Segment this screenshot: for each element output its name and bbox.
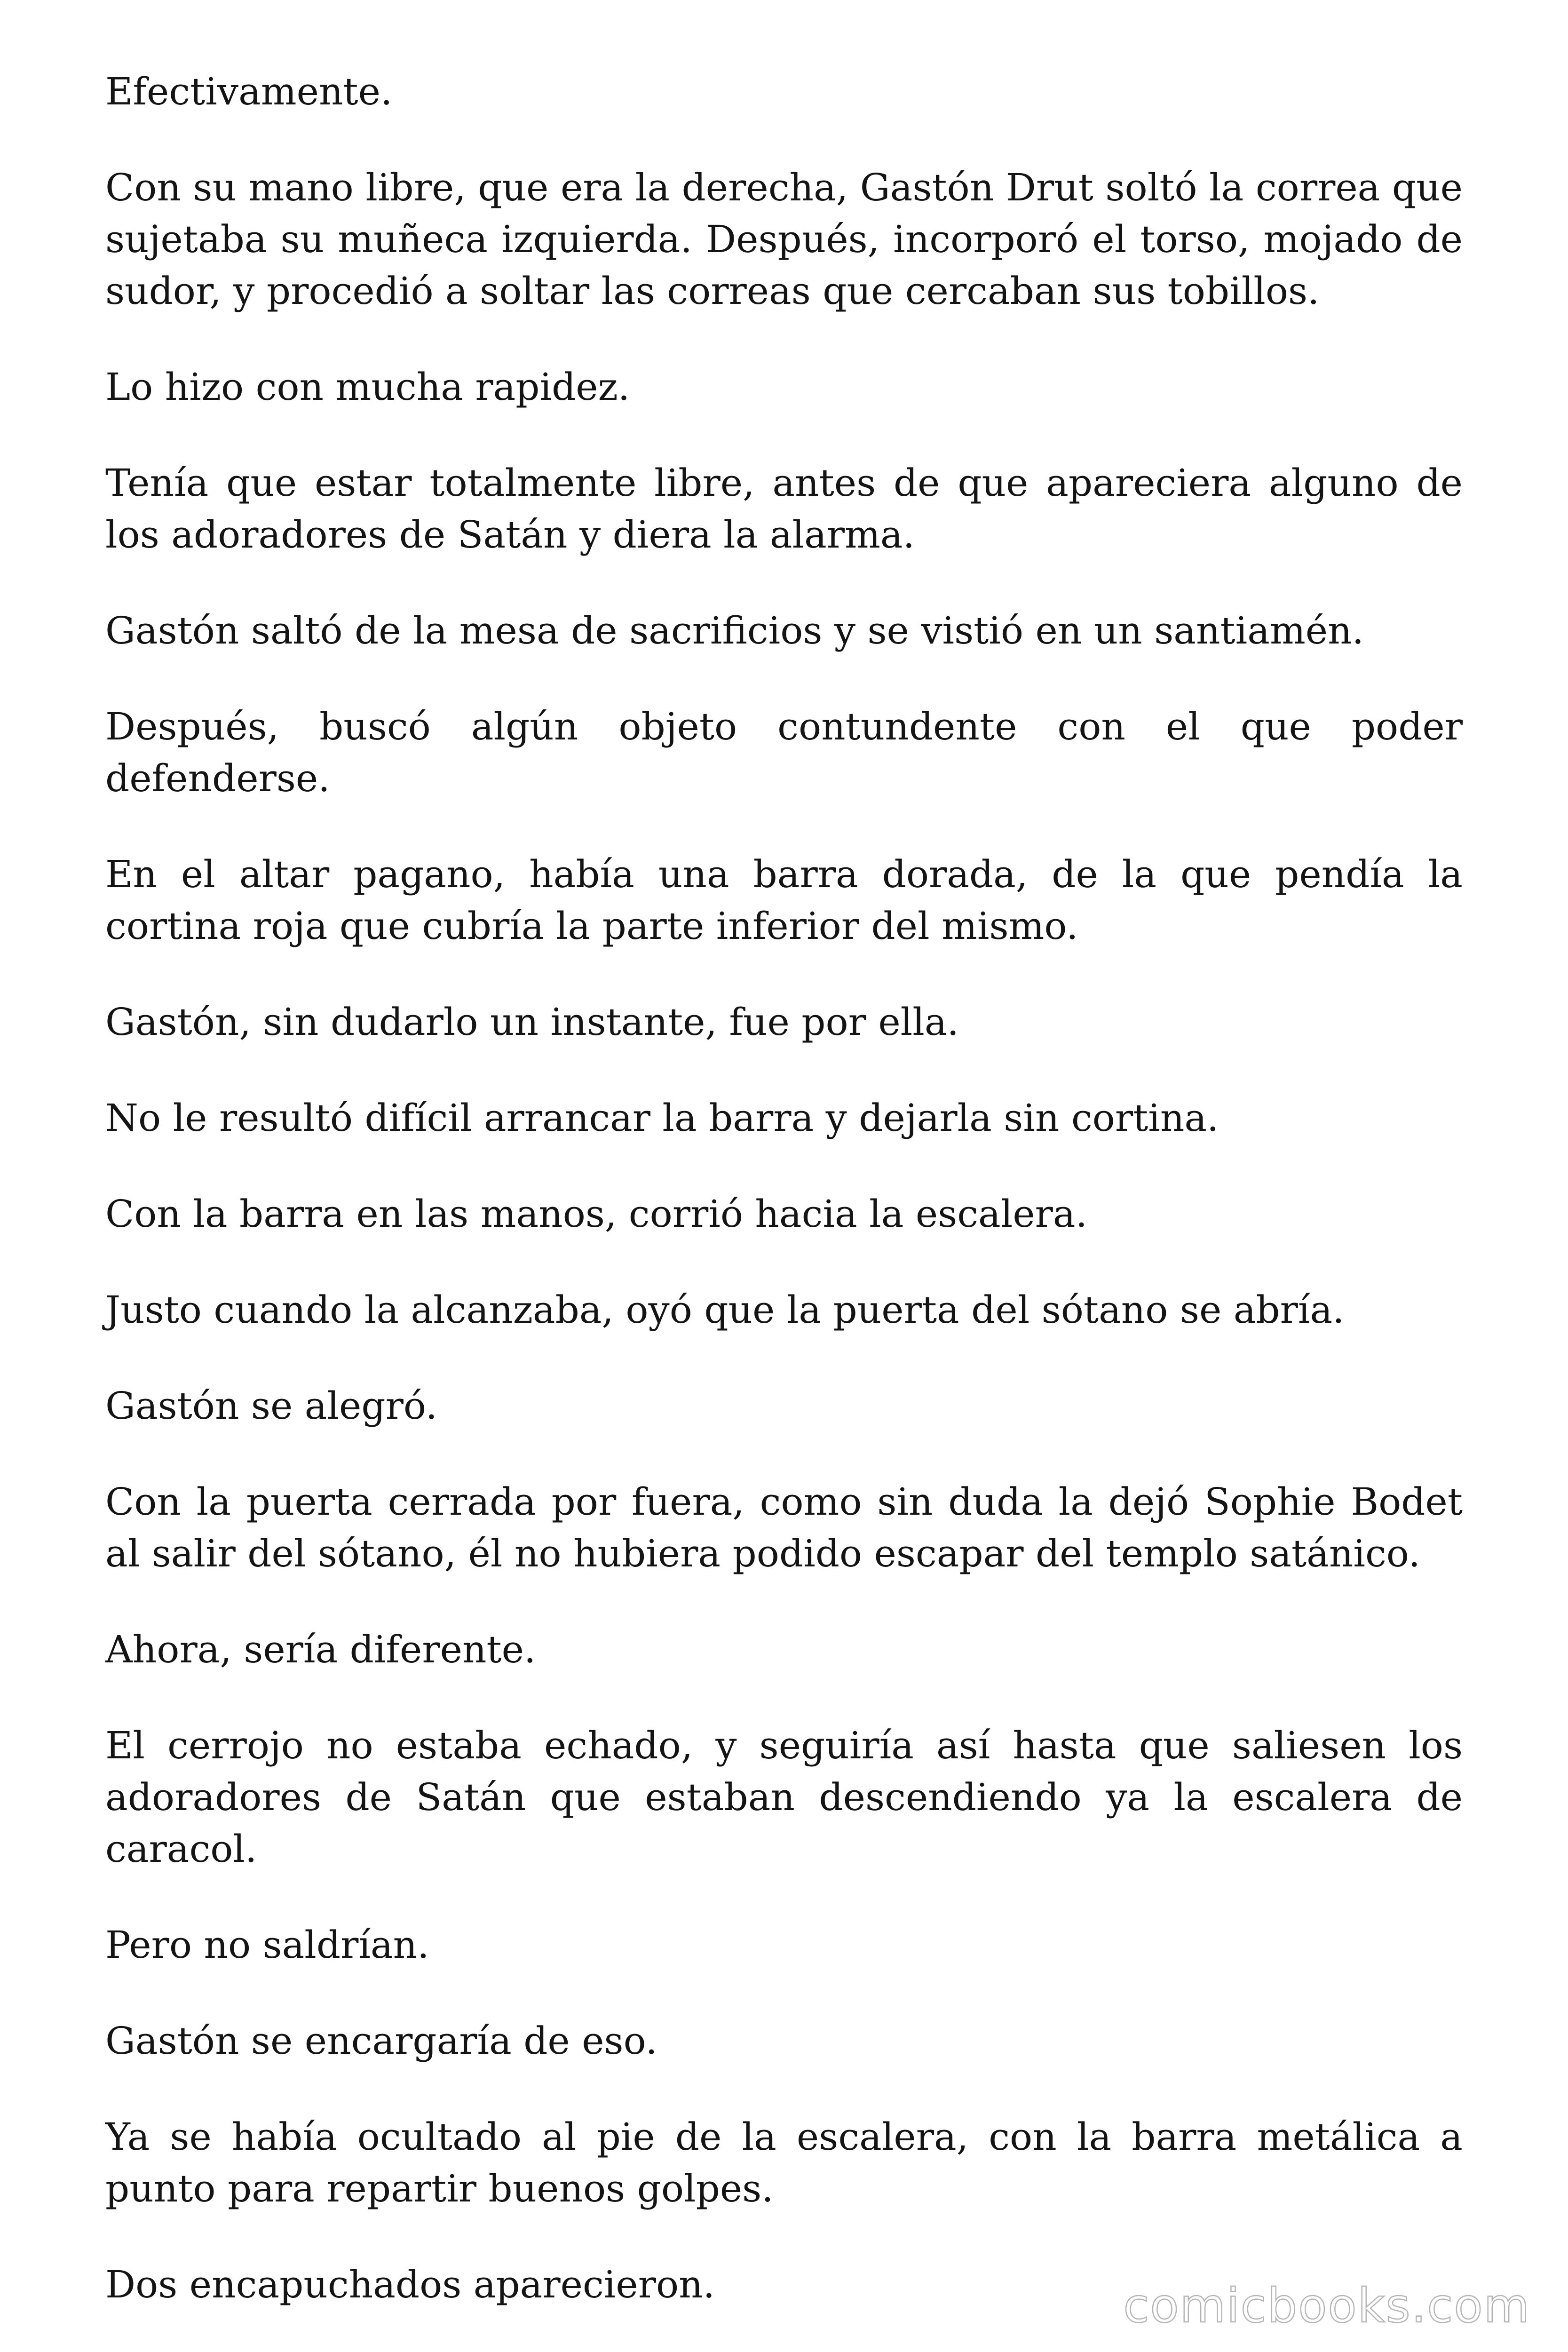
paragraph: Efectivamente. (105, 70, 393, 113)
paragraph: Gastón se alegró. (105, 1384, 438, 1428)
paragraph: El cerrojo no estaba echado, y seguiría así hasta que saliesen los adoradores de Satán que estaban descendiendo ya la escalera de caracol. (105, 1724, 1463, 1871)
paragraph: No le resultó difícil arrancar la barra y dejarla sin cortina. (105, 1096, 1219, 1140)
watermark: comicbooks.com (1123, 2278, 1530, 2333)
paragraph: Ya se había ocultado al pie de la escalera, con la barra metálica a punto para repartir buenos golpes. (105, 2115, 1463, 2210)
paragraph: Justo cuando la alcanzaba, oyó que la puerta del sótano se abría. (105, 1288, 1345, 1332)
paragraph: Con la barra en las manos, corrió hacia la escalera. (105, 1192, 1088, 1236)
paragraph: Con su mano libre, que era la derecha, Gastón Drut soltó la correa que sujetaba su muñeca izquierda. Después, incorporó el torso, mojado de sudor, y procedió a soltar las correas que cercaban sus tobillos. (105, 166, 1463, 313)
paragraph: Después, buscó algún objeto contundente con el que poder defenderse. (105, 705, 1463, 800)
paragraph: Tenía que estar totalmente libre, antes de que apareciera alguno de los adoradores de Satán y diera la alarma. (105, 461, 1463, 556)
paragraph: Gastón se encargaría de eso. (105, 2019, 657, 2063)
paragraph: En el altar pagano, había una barra dorada, de la que pendía la cortina roja que cubría la parte inferior del mismo. (105, 852, 1463, 948)
paragraph: Con la puerta cerrada por fuera, como sin duda la dejó Sophie Bodet al salir del sótano, él no hubiera podido escapar del templo satánico. (105, 1480, 1463, 1575)
body-text (105, 66, 1463, 2352)
paragraph: Lo hizo con mucha rapidez. (105, 365, 630, 409)
paragraph: Pero no saldrían. (105, 1923, 429, 1967)
paragraph: Gastón saltó de la mesa de sacrificios y se vistió en un santiamén. (105, 609, 1364, 652)
paragraph: Gastón, sin dudarlo un instante, fue por ella. (105, 1000, 959, 1044)
paragraph: Dos encapuchados aparecieron. (105, 2263, 715, 2306)
paragraph: Ahora, sería diferente. (105, 1628, 536, 1671)
